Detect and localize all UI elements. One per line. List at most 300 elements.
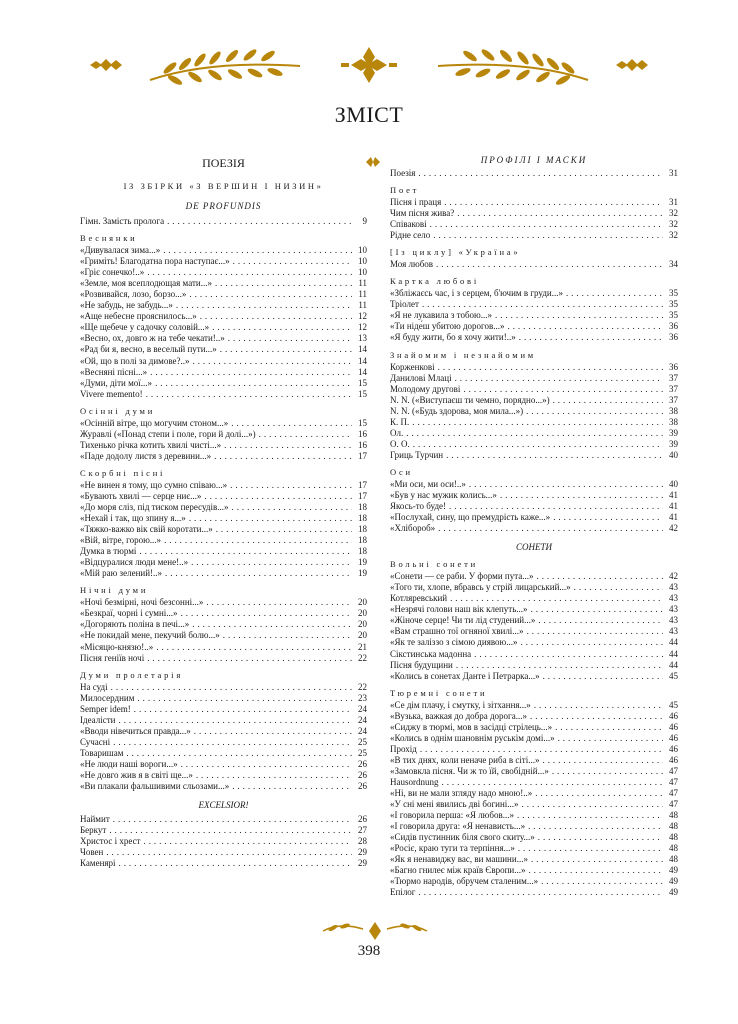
italic-heading: DE PROFUNDIS (185, 201, 262, 211)
entry-page: 31 (669, 168, 678, 178)
entry-title: «Дивувалася зима...» (80, 245, 161, 256)
dot-leader (406, 428, 663, 439)
entry-title: «Не забудь, не забудь...» (80, 300, 173, 311)
entry-page: 27 (358, 825, 367, 836)
toc-entry[interactable] (80, 344, 367, 355)
entry-page: 20 (358, 619, 367, 630)
entry-page: 37 (669, 394, 678, 405)
toc-entry[interactable] (390, 571, 678, 582)
entry-title: «Послухай, сину, що премудрість каже...» (390, 512, 551, 523)
toc-entry[interactable] (80, 440, 367, 451)
group-heading: Знайомим і незнайомим (390, 349, 536, 360)
dot-leader (420, 744, 663, 755)
right-column (390, 155, 678, 898)
toc-entry[interactable] (390, 744, 678, 755)
dot-leader (259, 429, 352, 440)
toc-entry[interactable] (390, 700, 678, 711)
entry-page: 45 (669, 699, 678, 710)
toc-entry[interactable] (390, 490, 678, 501)
dot-leader (527, 626, 663, 637)
group-heading: [Із циклу] «Україна» (390, 247, 521, 258)
entry-title: «Тюрмо народів, обручем сталеним...» (390, 876, 539, 887)
entry-title: Молодому другові (390, 383, 461, 394)
toc-entry[interactable] (80, 693, 367, 704)
entry-title: «Розвивайся, лозо, борзо...» (80, 289, 187, 300)
entry-page: 11 (358, 300, 367, 311)
toc-entry[interactable] (80, 451, 367, 462)
column-ornament (366, 157, 380, 167)
entry-page: 47 (669, 776, 678, 787)
dot-leader (419, 887, 664, 898)
toc-entry[interactable] (80, 642, 367, 653)
entry-title: Епілог (390, 887, 416, 898)
entry-title: «Весно, ох, довго ж на тебе чекати!..» (80, 333, 225, 344)
entry-page: 36 (669, 332, 678, 343)
toc-entry[interactable] (80, 378, 367, 389)
entry-title: Ол. (390, 427, 404, 438)
dot-leader (200, 311, 352, 322)
entry-page: 48 (669, 843, 678, 854)
toc-entry[interactable] (80, 513, 367, 524)
toc-entry[interactable] (390, 821, 678, 832)
entry-page: 16 (358, 428, 367, 439)
dot-leader (113, 814, 352, 825)
entry-title: «Сидів пустинник біля свого скиту...» (390, 832, 535, 843)
toc-entry[interactable] (390, 450, 678, 461)
entry-page: 15 (358, 417, 367, 428)
entry-title: «Вам страшно тої огняної хвилі...» (390, 626, 524, 637)
dot-leader (543, 671, 663, 682)
toc-entry[interactable] (80, 847, 367, 858)
dot-leader (474, 649, 663, 660)
toc-entry[interactable] (80, 619, 367, 630)
entry-title: Товаришам (80, 747, 124, 758)
entry-page: 40 (669, 449, 678, 460)
toc-entry[interactable] (80, 356, 367, 367)
entry-page: 43 (669, 604, 678, 615)
entry-page: 46 (669, 721, 678, 732)
entry-title: Милосердним (80, 692, 135, 703)
toc-entry[interactable] (80, 748, 367, 759)
toc-entry[interactable] (80, 704, 367, 715)
toc-entry[interactable] (80, 245, 367, 256)
toc-entry[interactable] (80, 502, 367, 513)
toc-entry[interactable] (390, 799, 678, 810)
entry-page: 24 (358, 725, 367, 736)
entry-title: Човен (80, 847, 104, 858)
dot-leader (430, 219, 663, 230)
toc-entry[interactable] (390, 362, 678, 373)
toc-entry[interactable] (390, 197, 678, 208)
group-heading: Скорбні пісні (80, 467, 166, 478)
dot-leader (194, 726, 352, 737)
toc-entry[interactable] (390, 259, 678, 270)
entry-title: Тріолет (390, 299, 419, 310)
entry-page: 49 (669, 876, 678, 887)
entry-page: 12 (358, 322, 367, 333)
entry-title: «Думи, діти мої...» (80, 377, 153, 388)
entry-title: Рідне село (390, 230, 431, 241)
entry-title: Якось-то буде! (390, 501, 447, 512)
dot-leader (106, 847, 352, 858)
dot-leader (223, 630, 352, 641)
entry-page: 47 (669, 788, 678, 799)
dot-leader (455, 373, 663, 384)
toc-entry[interactable] (80, 858, 367, 869)
toc-entry[interactable] (80, 267, 367, 278)
dot-leader (517, 810, 663, 821)
entry-title: «Був у нас мужик колись...» (390, 489, 497, 500)
toc-entry[interactable] (390, 843, 678, 854)
toc-entry[interactable] (80, 737, 367, 748)
dot-leader (543, 755, 664, 766)
entry-page: 34 (669, 259, 678, 270)
toc-entry[interactable] (80, 608, 367, 619)
entry-title: «Як те заліззо з сімою диявою...» (390, 637, 518, 648)
toc-entry[interactable] (390, 615, 678, 626)
dot-leader (232, 781, 352, 792)
toc-entry[interactable] (80, 557, 367, 568)
toc-entry[interactable] (390, 876, 678, 887)
entry-title: «Жіноче серце! Чи ти лід студений...» (390, 615, 536, 626)
entry-page: 44 (669, 659, 678, 670)
entry-title: «Ти ніде́ш убитою дорогов...» (390, 321, 505, 332)
toc-entry[interactable] (390, 428, 678, 439)
entry-title: «Збліжаєсь час, і з серцем, б'ючим в груди...» (390, 288, 563, 299)
entry-page: 25 (358, 736, 367, 747)
dot-leader (463, 384, 663, 395)
entry-page: 12 (358, 311, 367, 322)
dot-leader (220, 344, 352, 355)
toc-entry[interactable] (80, 322, 367, 333)
entry-title: «Гріє сонечко!..» (80, 267, 145, 278)
entry-page: 42 (669, 571, 678, 582)
dot-leader (541, 876, 663, 887)
toc-entry[interactable] (390, 384, 678, 395)
toc-entry[interactable] (80, 682, 367, 693)
entry-title: «Вій, вітре, горою...» (80, 535, 162, 546)
dot-leader (438, 523, 663, 534)
toc-entry[interactable] (390, 766, 678, 777)
toc-entry[interactable] (80, 289, 367, 300)
entry-title: «Відцуралися люди мене!..» (80, 557, 189, 568)
dot-leader (192, 619, 352, 630)
entry-title: «Місяцю-князю!..» (80, 641, 154, 652)
entry-page: 44 (669, 648, 678, 659)
toc-entry[interactable] (390, 722, 678, 733)
toc-entry[interactable] (390, 406, 678, 417)
entry-page: 22 (358, 681, 367, 692)
dot-leader (526, 406, 663, 417)
toc-entry[interactable] (80, 814, 367, 825)
toc-entry[interactable] (80, 278, 367, 289)
toc-entry[interactable] (80, 389, 367, 400)
dot-leader (146, 389, 352, 400)
toc-entry[interactable] (390, 582, 678, 593)
toc-entry[interactable] (80, 216, 367, 227)
entry-title: «Не довго жив я в світі ще...» (80, 769, 193, 780)
toc-entry[interactable] (390, 321, 678, 332)
toc-entry[interactable] (80, 311, 367, 322)
toc-entry[interactable] (390, 332, 678, 343)
entry-title: «Ой, що в полі за димове?..» (80, 355, 190, 366)
entry-title: «Осінній вітре, що могучим стоном...» (80, 417, 229, 428)
toc-entry[interactable] (390, 671, 678, 682)
entry-page: 38 (669, 416, 678, 427)
dot-leader (508, 321, 663, 332)
entry-title: Гімн. Замість пролога (80, 216, 165, 226)
entry-title: «У сні мені явились дві богині...» (390, 799, 519, 810)
entry-title: Думка в тюрмі (80, 546, 137, 557)
entry-page: 23 (358, 692, 367, 703)
entry-title: Котляревський (390, 593, 448, 604)
entry-page: 18 (358, 535, 367, 546)
dot-leader (446, 450, 663, 461)
entry-page: 35 (669, 299, 678, 310)
italic-heading: EXCELSIOR! (198, 800, 249, 811)
entry-title: «Колись в однім шановнім руськім домі...» (390, 732, 555, 743)
entry-title: Христос і хрест (80, 836, 141, 847)
entry-page: 41 (669, 512, 678, 523)
entry-page: 18 (358, 546, 367, 557)
toc-entry[interactable] (390, 439, 678, 450)
toc-entry[interactable] (80, 726, 367, 737)
entry-title: Hausordnung (390, 776, 439, 787)
entry-page: 39 (669, 427, 678, 438)
toc-entry[interactable] (80, 630, 367, 641)
entry-page: 48 (669, 821, 678, 832)
toc-entry[interactable] (80, 256, 367, 267)
dot-leader (212, 322, 352, 333)
entry-page: 17 (358, 450, 367, 461)
entry-title: Моя любов (390, 259, 434, 270)
entry-title: «Сиджу в тюрмі, мов в засідці стрілець...» (390, 721, 553, 732)
entry-title: Ідеалісти (80, 714, 116, 725)
toc-entry[interactable] (80, 524, 367, 535)
toc-entry[interactable] (390, 417, 678, 428)
dot-leader (528, 865, 663, 876)
dot-leader (189, 289, 352, 300)
dot-leader (156, 642, 352, 653)
toc-entry[interactable] (390, 501, 678, 512)
toc-entry[interactable] (390, 887, 678, 898)
subsection-heading: ІЗ ЗБІРКИ «З ВЕРШИН І НИЗИН» (123, 181, 324, 191)
entry-title: Данилові Млаці (390, 372, 452, 383)
toc-entry[interactable] (390, 660, 678, 671)
entry-page: 28 (358, 836, 367, 847)
toc-entry[interactable] (390, 593, 678, 604)
dot-leader (538, 832, 663, 843)
dot-leader (193, 356, 352, 367)
dot-leader (530, 711, 663, 722)
dot-leader (531, 604, 663, 615)
dot-leader (449, 501, 663, 512)
dot-leader (155, 378, 352, 389)
dot-leader (495, 310, 663, 321)
entry-title: «До моря сліз, під тиском пересудів...» (80, 501, 229, 512)
entry-title: Пісня геніїв ночі (80, 652, 145, 663)
toc-entry[interactable] (390, 865, 678, 876)
dot-leader (438, 362, 663, 373)
entry-title: «Багно гнилеє між країв Європи...» (390, 865, 526, 876)
toc-entry[interactable] (390, 512, 678, 523)
toc-entry[interactable] (390, 832, 678, 843)
dot-leader (531, 854, 663, 865)
toc-entry[interactable] (390, 604, 678, 615)
toc-entry[interactable] (390, 755, 678, 766)
toc-entry[interactable] (390, 777, 678, 788)
entry-title: Пісня і праця (390, 197, 442, 208)
dot-leader (165, 568, 352, 579)
entry-title: Каменярі (80, 858, 116, 869)
entry-page: 14 (358, 355, 367, 366)
toc-entry[interactable] (80, 300, 367, 311)
toc-entry[interactable] (390, 299, 678, 310)
dot-leader (139, 546, 352, 557)
dot-leader (206, 597, 352, 608)
entry-title: «Се дім плачу, і смутку, і зітхання...» (390, 699, 531, 710)
entry-title: Сікстинська мадонна (390, 648, 472, 659)
entry-page: 43 (669, 615, 678, 626)
entry-page: 46 (669, 732, 678, 743)
entry-page: 18 (358, 524, 367, 535)
dot-leader (181, 759, 352, 770)
group-heading: Нічні думи (80, 585, 149, 596)
dot-leader (450, 593, 663, 604)
toc-entry[interactable] (390, 649, 678, 660)
entry-page: 47 (669, 799, 678, 810)
toc-entry[interactable] (390, 219, 678, 230)
entry-page: 40 (669, 478, 678, 489)
entry-title: «Як я ненавиджу вас, ви машини...» (390, 854, 528, 865)
section-heading: ПОЕЗІЯ (202, 156, 245, 170)
toc-entry[interactable] (390, 810, 678, 821)
toc-entry[interactable] (390, 854, 678, 865)
toc-entry[interactable] (390, 310, 678, 321)
toc-entry[interactable] (80, 367, 367, 378)
toc-entry[interactable] (80, 825, 367, 836)
entry-page: 20 (358, 597, 367, 608)
dot-leader (233, 256, 352, 267)
entry-title: «Тяжко-важко вік свій коротати...» (80, 524, 213, 535)
entry-page: 24 (358, 714, 367, 725)
dot-leader (163, 245, 352, 256)
entry-title: «Ні, ви не мали згляду надо мною!..» (390, 788, 533, 799)
toc-entry[interactable] (390, 733, 678, 744)
dot-leader (519, 332, 663, 343)
entry-page: 43 (669, 593, 678, 604)
entry-title: «Хлібороб» (390, 523, 436, 534)
toc-entry[interactable] (80, 653, 367, 664)
entry-title: «Гриміть! Благодатна пора наступає...» (80, 256, 230, 267)
entry-title: Беркут (80, 825, 107, 836)
toc-entry[interactable] (80, 546, 367, 557)
toc-entry[interactable] (80, 418, 367, 429)
toc-entry[interactable] (80, 429, 367, 440)
toc-entry[interactable] (80, 480, 367, 491)
dot-leader (558, 733, 663, 744)
toc-entry[interactable] (390, 523, 678, 534)
toc-entry[interactable] (80, 759, 367, 770)
entry-page: 31 (669, 197, 678, 208)
entry-title: «Я не лукавила з тобою...» (390, 310, 493, 321)
entry-title: Прохід (390, 743, 417, 754)
entry-page: 26 (358, 814, 367, 825)
toc-entry[interactable] (390, 637, 678, 648)
toc-entry[interactable] (80, 333, 367, 344)
entry-page: 46 (669, 754, 678, 765)
toc-entry[interactable] (390, 208, 678, 219)
entry-page: 49 (669, 865, 678, 876)
entry-title: «Паде додолу листя з деревини...» (80, 450, 212, 461)
dot-leader (176, 300, 352, 311)
entry-page: 19 (358, 568, 367, 579)
entry-page: 41 (669, 489, 678, 500)
toc-entry[interactable] (390, 626, 678, 637)
toc-entry[interactable] (80, 781, 367, 792)
entry-title: «Вводи нівечиться правда...» (80, 725, 191, 736)
entry-page: 25 (358, 747, 367, 758)
toc-entry[interactable] (390, 373, 678, 384)
entry-title: «Я буду жити, бо я хочу жити!..» (390, 332, 516, 343)
entry-title: «Ми оси, ми оси!..» (390, 478, 466, 489)
entry-page: 36 (669, 361, 678, 372)
dot-leader (522, 799, 663, 810)
entry-page: 49 (669, 887, 678, 898)
dot-leader (553, 395, 663, 406)
entry-page: 42 (669, 523, 678, 534)
entry-title: «Росіє, краю туги та терпіння...» (390, 843, 515, 854)
group-heading: Думи пролетарія (80, 669, 184, 680)
toc-entry[interactable] (390, 788, 678, 799)
entry-page: 48 (669, 810, 678, 821)
toc-entry[interactable] (390, 230, 678, 241)
entry-title: «Не винен я тому, що сумно співаю...» (80, 479, 228, 490)
entry-page: 32 (669, 219, 678, 230)
toc-entry[interactable] (80, 836, 367, 847)
entry-page: 15 (358, 377, 367, 388)
toc-entry[interactable] (390, 395, 678, 406)
toc-entry[interactable] (80, 491, 367, 502)
entry-title: «Незрячі голови наш вік клепуть...» (390, 604, 528, 615)
toc-entry[interactable] (80, 597, 367, 608)
entry-title: «І говорила перша: «Я любов...» (390, 810, 514, 821)
dot-leader (456, 660, 663, 671)
toc-entry[interactable] (80, 535, 367, 546)
toc-entry[interactable] (80, 715, 367, 726)
group-heading: Оси (390, 466, 413, 477)
dot-leader (444, 197, 663, 208)
italic-heading: ПРОФІЛІ І МАСКИ (480, 155, 588, 165)
toc-entry[interactable] (390, 711, 678, 722)
toc-entry[interactable] (390, 168, 678, 179)
group-heading: Поет (390, 185, 420, 196)
toc-entry[interactable] (390, 479, 678, 490)
entry-page: 10 (358, 267, 367, 278)
dot-leader (204, 491, 352, 502)
toc-entry[interactable] (390, 288, 678, 299)
italic-heading: СОНЕТИ (515, 542, 552, 553)
entry-page: 35 (669, 310, 678, 321)
dot-leader (553, 512, 663, 523)
group-heading: Тюремні сонети (390, 687, 488, 698)
entry-page: 11 (358, 278, 367, 289)
entry-page: 17 (358, 479, 367, 490)
dot-leader (412, 417, 663, 428)
entry-title: «Мій раю зелений!..» (80, 568, 163, 579)
toc-entry[interactable] (80, 568, 367, 579)
toc-entry[interactable] (80, 770, 367, 781)
